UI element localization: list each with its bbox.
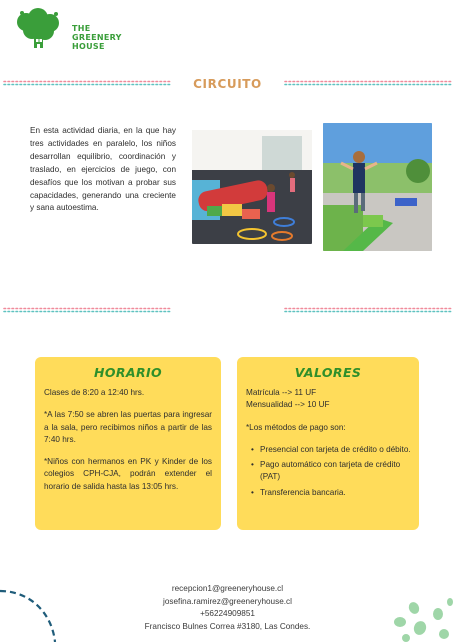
valores-matricula: Matrícula --> 11 UF [246,388,317,397]
contact-email-reception[interactable]: recepcion1@greeneryhouse.cl [171,584,284,593]
horario-body [35,380,221,493]
horario-siblings-note: *Niños con hermanos en PK y Kinder de los colegios CPH-CJA, podrán extender el horario de salida hasta las 13:05 hrs. [44,457,212,491]
valores-card [237,357,419,530]
photo-indoor-circuit [192,130,312,244]
valores-title: VALORES [294,365,362,380]
horario-opening-note: *A las 7:50 se abren las puertas para ingresar a la sala, pero recibimos niños a partir de las 7:40 hrs. [44,410,212,444]
horario-title: HORARIO [93,365,163,380]
dotted-divider-middle [0,307,455,313]
payment-method-item: • Pago automático con tarjeta de crédito (PAT) [260,459,411,484]
green-dots-decoration [388,596,455,642]
section-title: CIRCUITO [193,77,262,91]
contact-email-josefina[interactable]: josefina.ramirez@greeneryhouse.cl [163,596,292,606]
contact-phone[interactable]: +56224909851 [200,609,255,619]
dashed-arc-decoration [0,585,60,642]
intro-paragraph: En esta actividad diaria, en la que hay tres actividades en paralelo, los niños desarrollan equilibrio, coordinación y traslado, en ejercicios de juego, con desafíos que los motivan a probar sus capacidades, generando una creciente y sana autoestima. [30,126,176,213]
payment-method-item: • Transferencia bancaria. [260,487,411,499]
valores-body [237,380,419,499]
payment-method-item: • Presencial con tarjeta de crédito o débito. [260,444,411,456]
tree-house-icon [14,8,62,50]
valores-methods-intro: *Los métodos de pago son: [246,422,346,432]
payment-methods-list [246,444,411,499]
brand-line-3: HOUSE [72,42,105,51]
photo-outdoor-balance [323,123,432,251]
brand-line-2: GREENERY [72,33,122,42]
contact-address: Francisco Bulnes Correa #3180, Las Condes. [144,621,311,631]
brand-logo [14,8,122,51]
valores-mensualidad: Mensualidad --> 10 UF [246,400,330,410]
brand-line-1: THE [72,24,91,33]
brand-wordmark [72,24,122,51]
contact-footer [0,583,455,633]
horario-card [35,357,221,530]
horario-schedule: Clases de 8:20 a 12:40 hrs. [44,388,145,397]
